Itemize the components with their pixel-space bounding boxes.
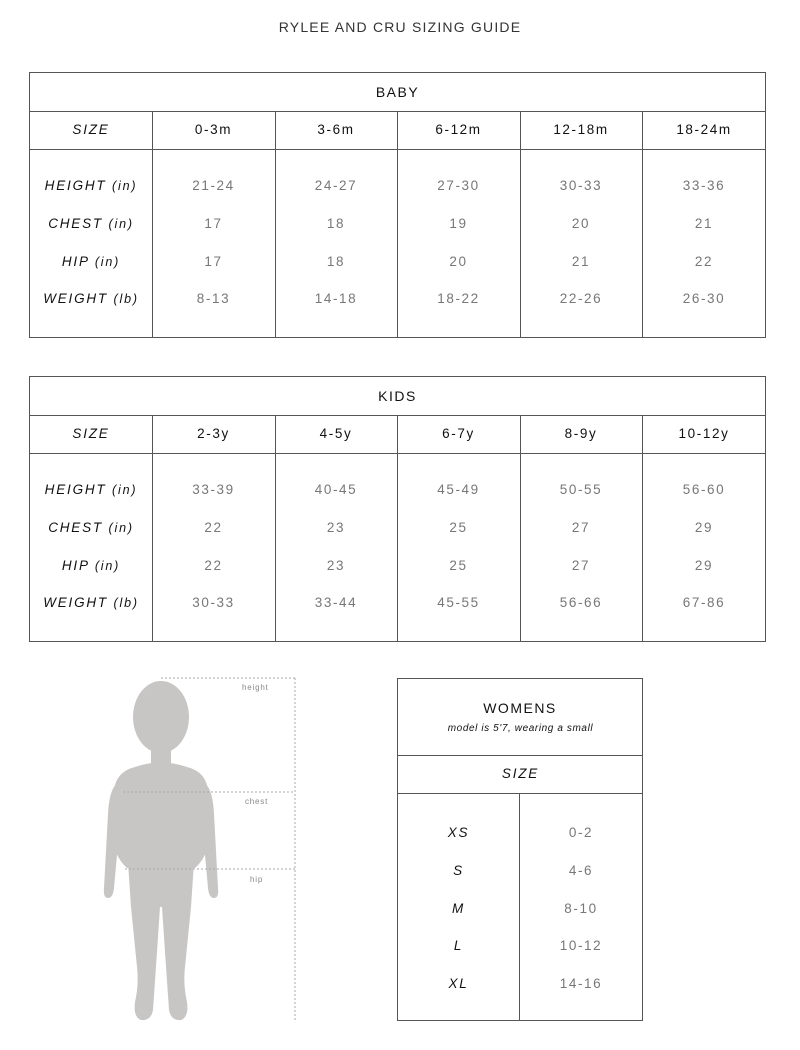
row-label xyxy=(30,290,152,308)
table-cell: 40-45 xyxy=(314,482,358,497)
womens-size-table xyxy=(397,678,643,1021)
size-column-header: 4-5y xyxy=(319,426,353,441)
table-cell: 21 xyxy=(694,216,714,231)
row-label xyxy=(30,594,152,612)
row-label xyxy=(30,481,152,499)
table-cell: 27 xyxy=(571,558,591,573)
table-cell: 22 xyxy=(204,558,223,573)
row-label xyxy=(30,519,152,537)
page-title: RYLEE AND CRU SIZING GUIDE xyxy=(278,19,522,35)
table-cell: 50-55 xyxy=(559,482,603,497)
table-cell: 67-86 xyxy=(682,595,726,610)
table-cell: 23 xyxy=(326,520,346,535)
size-column-header: 2-3y xyxy=(197,426,230,441)
table-cell: 30-33 xyxy=(192,595,235,610)
table-cell: 18 xyxy=(326,216,346,231)
row-label-name: WEIGHT xyxy=(43,291,108,306)
baby-size-table xyxy=(29,72,766,338)
hip-measure-label: hip xyxy=(250,875,264,884)
table-cell: 22 xyxy=(204,520,223,535)
size-column-header: 6-7y xyxy=(442,426,475,441)
size-column-header: 18-24m xyxy=(676,122,732,137)
womens-size-value: 8-10 xyxy=(564,901,598,916)
size-header: SIZE xyxy=(72,122,110,137)
womens-model-note: model is 5'7, wearing a small xyxy=(447,723,594,734)
row-label-name: CHEST xyxy=(48,216,103,231)
table-cell: 14-18 xyxy=(314,291,358,306)
size-column-header: 3-6m xyxy=(317,122,355,137)
size-header: SIZE xyxy=(501,766,540,781)
row-label-unit: (lb) xyxy=(113,292,139,306)
table-cell: 56-66 xyxy=(559,595,603,610)
row-label-name: WEIGHT xyxy=(43,595,108,610)
row-label-name: CHEST xyxy=(48,520,103,535)
chest-measure-label: chest xyxy=(245,797,269,806)
divider xyxy=(398,755,642,756)
table-cell: 45-55 xyxy=(437,595,480,610)
table-cell: 20 xyxy=(449,254,468,269)
table-cell: 20 xyxy=(571,216,591,231)
size-column-header: 8-9y xyxy=(564,426,598,441)
row-label-unit: (in) xyxy=(94,559,121,573)
table-cell: 33-44 xyxy=(314,595,358,610)
womens-size: XS xyxy=(447,825,470,840)
table-cell: 21 xyxy=(571,254,591,269)
row-label-unit: (in) xyxy=(108,521,134,535)
table-cell: 18 xyxy=(326,254,346,269)
table-cell: 17 xyxy=(204,216,223,231)
row-label-unit: (in) xyxy=(108,217,134,231)
row-label xyxy=(30,215,152,233)
womens-size-value: 4-6 xyxy=(568,863,594,878)
table-cell: 27-30 xyxy=(437,178,480,193)
table-cell: 29 xyxy=(694,558,714,573)
womens-size: M xyxy=(451,901,466,916)
size-header: SIZE xyxy=(72,426,110,441)
table-cell: 21-24 xyxy=(192,178,235,193)
table-cell: 26-30 xyxy=(682,291,726,306)
womens-size-value: 0-2 xyxy=(568,825,594,840)
table-cell: 45-49 xyxy=(437,482,480,497)
row-label xyxy=(30,177,152,195)
measurement-figure xyxy=(95,672,300,1027)
row-label-name: HIP xyxy=(61,558,90,573)
table-cell: 25 xyxy=(449,520,468,535)
row-label-unit: (lb) xyxy=(113,596,139,610)
table-cell: 25 xyxy=(449,558,468,573)
womens-table-caption: WOMENS xyxy=(483,700,557,716)
table-cell: 29 xyxy=(694,520,714,535)
child-silhouette-icon xyxy=(95,672,300,1027)
table-cell: 56-60 xyxy=(682,482,726,497)
row-label xyxy=(30,557,152,575)
womens-size-value: 14-16 xyxy=(559,976,603,991)
womens-size: L xyxy=(453,938,464,953)
size-column-header: 0-3m xyxy=(194,122,233,137)
row-label-name: HEIGHT xyxy=(44,482,107,497)
table-cell: 22 xyxy=(694,254,714,269)
silhouette-body xyxy=(104,681,218,1020)
table-cell: 27 xyxy=(571,520,591,535)
table-cell: 23 xyxy=(326,558,346,573)
baby-table-caption: BABY xyxy=(375,84,420,100)
height-measure-label: height xyxy=(242,683,269,692)
table-cell: 8-13 xyxy=(196,291,231,306)
row-label-name: HIP xyxy=(61,254,90,269)
divider xyxy=(398,793,642,794)
kids-table-caption: KIDS xyxy=(378,388,417,404)
size-column-header: 10-12y xyxy=(678,426,730,441)
table-cell: 17 xyxy=(204,254,223,269)
row-label-unit: (in) xyxy=(112,179,138,193)
table-cell: 18-22 xyxy=(437,291,480,306)
table-cell: 33-39 xyxy=(192,482,235,497)
table-cell: 24-27 xyxy=(314,178,358,193)
table-cell: 33-36 xyxy=(682,178,726,193)
womens-size: S xyxy=(453,863,464,878)
row-label-unit: (in) xyxy=(94,255,121,269)
row-label-unit: (in) xyxy=(112,483,138,497)
kids-size-table xyxy=(29,376,766,642)
table-cell: 30-33 xyxy=(559,178,603,193)
table-cell: 22-26 xyxy=(559,291,603,306)
womens-size-value: 10-12 xyxy=(559,938,603,953)
womens-size: XL xyxy=(448,976,469,991)
size-column-header: 12-18m xyxy=(553,122,609,137)
row-label xyxy=(30,253,152,271)
row-label-name: HEIGHT xyxy=(44,178,107,193)
table-cell: 19 xyxy=(449,216,468,231)
size-column-header: 6-12m xyxy=(435,122,482,137)
